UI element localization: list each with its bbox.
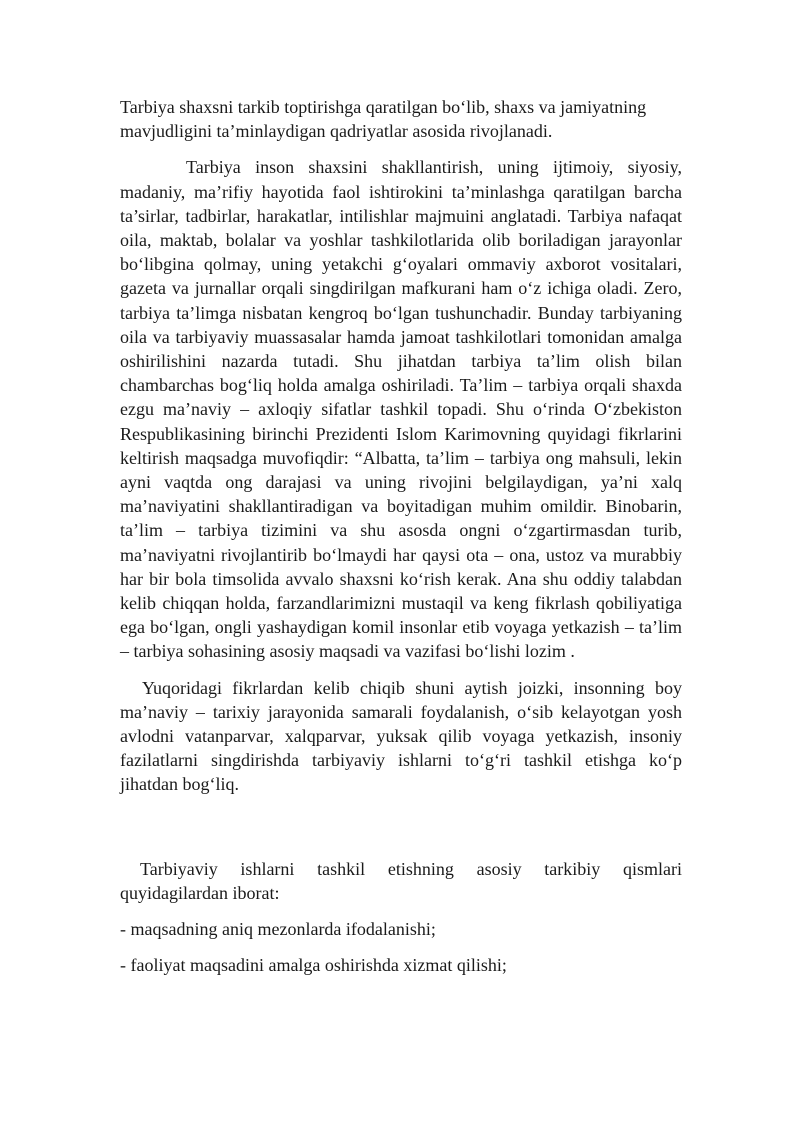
list-item: - faoliyat maqsadini amalga oshirishda xizmat qilishi; (120, 955, 507, 976)
paragraph-conclusion: Yuqoridagi fikrlardan kelib chiqib shuni aytish joizki, insonning boy ma’naviy – tarixiy jarayonida samarali foydalanish, o‘sib kelayotgan yosh avlodni vatanparvar, xalqparvar, yuksak qilib voyaga yetkazish, insoniy fazilatlarni singdirishda tarbiyaviy ishlarni to‘g‘ri tashkil etishga ko‘p jihatdan bog‘liq. (120, 677, 682, 795)
list-item: - maqsadning aniq mezonlarda ifodalanishi; (120, 919, 436, 940)
paragraph-intro: Tarbiya shaxsni tarkib toptirishga qaratilgan bo‘lib, shaxs va jamiyatning mavjudligini ta’minlaydigan qadriyatlar asosida rivojlanadi. (120, 97, 647, 142)
paragraph-definition: Tarbiya inson shaxsini shakllantirish, uning ijtimoiy, siyosiy, madaniy, ma’rifiy hayotida faol ishtirokini ta’minlashga qaratilgan barcha ta’sirlar, tadbirlar, harakatlar, intilishlar majmuini anglatadi. Tarbiya nafaqat oila, maktab, bolalar va yoshlar tashkilotlarida olib boriladigan jarayonlar bo‘libgina qolmay, uning yetakchi g‘oyalari ommaviy axborot vositalari, gazeta va jurnallar orqali singdirilgan mafkurani ham o‘z ichiga oladi. Zero, tarbiya ta’limga nisbatan kengroq bo‘lgan tushunchadir. Bunday tarbiyaning oila va tarbiyaviy muassasalar hamda jamoat tashkilotlari tomonidan amalga oshirilishini nazarda tutadi. Shu jihatdan tarbiya ta’lim olish bilan chambarchas bog‘liq holda amalga oshiriladi. Ta’lim – tarbiya orqali shaxda ezgu ma’naviy – axloqiy sifatlar tashkil topadi. Shu o‘rinda O‘zbekiston Respublikasining birinchi Prezidenti Islom Karimovning quyidagi fikrlarini keltirish maqsadga muvofiqdir: “Albatta, ta’lim – tarbiya ong mahsuli, lekin ayni vaqtda ong darajasi va uning rivojini belgilaydigan, ya’ni xalq ma’naviyatini shakllantiradigan va boyitadigan muhim omildir. Binobarin, ta’lim – tarbiya tizimini va shu asosda ongni o‘zgartirmasdan turib, ma’naviyatni rivojlantirib bo‘lmaydi har qaysi ota – ona, ustoz va murabbiy har bir bola timsolida avvalo shaxsni ko‘rish kerak. Ana shu oddiy talabdan kelib chiqqan holda, farzandlarimizni mustaqil va keng fikrlash qobiliyatiga ega bo‘lgan, ongli yashaydigan komil insonlar etib voyaga yetkazish – ta’lim – tarbiya sohasining asosiy maqsadi va vazifasi bo‘lishi lozim . (120, 157, 682, 662)
document-page (120, 95, 682, 978)
paragraph-components-intro: Tarbiyaviy ishlarni tashkil etishning asosiy tarkibiy qismlari quyidagilardan iborat: (120, 858, 682, 903)
